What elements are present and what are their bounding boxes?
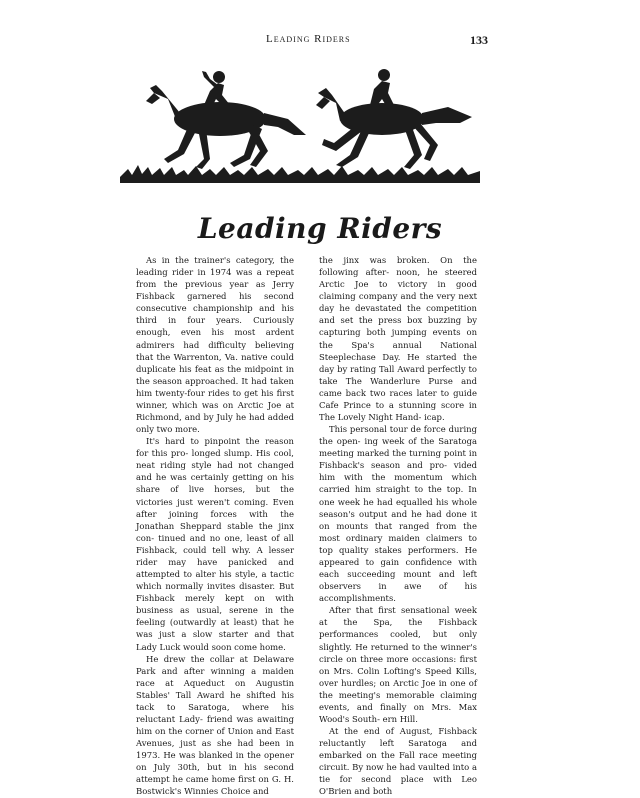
text-line: in awe of his accomplishments. bbox=[319, 581, 477, 604]
text-line: first on G. H. Bostwick's Winnies Choice and bbox=[136, 774, 294, 797]
text-line: rider in 1974 was a repeat from the previous bbox=[136, 267, 294, 290]
text-line: slightly. He returned to the winner's circle on bbox=[319, 641, 477, 664]
text-line: him straight to the top. In one week he had bbox=[319, 484, 477, 507]
text-line: tell why. A lesser rider may have panicked and bbox=[136, 544, 294, 567]
running-head: Leading Riders bbox=[266, 33, 351, 45]
text-line: after winning a maiden race at Aqueduct on bbox=[136, 665, 294, 688]
text-line: perfectly to take The Wanderlure Purse and bbox=[319, 363, 477, 386]
text-line: tinued and no one, least of all Fishback, could bbox=[136, 532, 294, 555]
text-line: devastated the competition and set the press bbox=[319, 303, 477, 326]
text-line: vided him with the momentum which carried bbox=[319, 460, 477, 495]
text-line: ordinary maiden claimers to top quality stakes bbox=[319, 532, 477, 555]
paragraph bbox=[136, 254, 294, 435]
text-line: in one of the meeting's memorable claiming bbox=[319, 677, 477, 700]
text-line: turning point in Fishback's season and pro- bbox=[319, 448, 478, 471]
text-line: and by July he had added only two more. bbox=[136, 412, 294, 435]
text-line: ern Hill. bbox=[382, 713, 418, 724]
text-line: performers. He appeared to gain confidence bbox=[319, 544, 477, 567]
paragraph bbox=[319, 254, 477, 423]
text-line: just a slow starter and that Lady Luck would bbox=[136, 629, 294, 652]
text-line: the jinx was broken. On the following after- bbox=[319, 255, 477, 278]
text-line: events, and finally on Mrs. Max Wood's South- bbox=[319, 701, 477, 724]
text-line: merely kept on with business as usual, serene bbox=[136, 593, 294, 616]
text-line: three more occasions: first on Mrs. Colin bbox=[319, 653, 478, 676]
text-line: Warrenton, Va. native could duplicate his feat bbox=[136, 351, 295, 374]
text-line: his share of live horses, but the victories just bbox=[136, 472, 295, 507]
grass-ground-icon bbox=[120, 165, 480, 183]
paragraph bbox=[319, 423, 477, 604]
text-line: soon come home. bbox=[211, 641, 286, 652]
text-line: equalled his whole season's output and he had bbox=[319, 496, 478, 519]
text-line: on the Spa's annual National Steeplechase bbox=[319, 327, 477, 362]
text-line: year as Jerry Fishback garnered his second bbox=[136, 279, 294, 302]
horse-right-icon bbox=[316, 69, 472, 169]
paragraph bbox=[319, 604, 477, 725]
text-line: years. Curiously enough, even his most ardent bbox=[136, 315, 295, 338]
text-line: box buzzing by capturing both jumping events bbox=[319, 315, 477, 338]
text-line: He drew the collar at Delaware Park and bbox=[136, 653, 294, 676]
text-line: noon, he steered Arctic Joe to victory in good bbox=[319, 267, 477, 290]
text-line: It's hard to pinpoint the reason for this pro- bbox=[136, 436, 294, 459]
text-line: admirers had difficulty believing that the bbox=[136, 339, 294, 362]
text-line: This personal tour de force during the open- bbox=[319, 424, 477, 447]
text-line: tie for second place with Leo O'Brien and both bbox=[319, 774, 477, 797]
text-line: After that first sensational week at the Spa, bbox=[319, 605, 477, 628]
text-line: had taken him twenty-four rides to get his first bbox=[136, 375, 294, 398]
text-line: meeting circuit. By now he had vaulted into a bbox=[319, 750, 477, 773]
text-line: winner, which was on Arctic Joe at Richmond, bbox=[136, 399, 294, 423]
text-line: the Jonathan Sheppard stable the jinx con- bbox=[136, 508, 295, 543]
text-line: consecutive championship and his third in four bbox=[136, 303, 294, 326]
horse-left-icon bbox=[146, 71, 306, 169]
text-line: in the feeling (outwardly at least) that he was bbox=[136, 605, 295, 640]
paragraph bbox=[136, 435, 294, 652]
column-right bbox=[319, 254, 477, 798]
text-line: Day. He started the day by rating Tall Award bbox=[319, 351, 477, 374]
text-line: in 1973. He was blanked in the opener on July bbox=[136, 738, 295, 773]
text-line: At the end of August, Fishback reluctantly bbox=[319, 726, 477, 749]
text-line: done it on mounts that ranged from the most bbox=[319, 508, 477, 543]
text-line: Lofting's Speed Kills, over hurdles; on Arctic Joe bbox=[319, 665, 477, 688]
horses-and-jockeys-illustration bbox=[118, 55, 482, 195]
text-line: with each succeeding mount and left observers bbox=[319, 556, 478, 592]
text-line: ing week of the Saratoga meeting marked the bbox=[319, 436, 478, 459]
column-left bbox=[136, 254, 294, 798]
paragraph bbox=[319, 725, 477, 797]
text-line: Union and East Avenues, just as she had been bbox=[136, 726, 294, 749]
text-line: came back two races later to guide Cafe Prince bbox=[319, 387, 477, 410]
text-line: longed slump. His cool, neat riding style had bbox=[136, 448, 294, 471]
text-line: weren't coming. Even after joining forces with bbox=[136, 496, 294, 519]
text-line: to a stunning score in The Lovely Night Hand- bbox=[319, 399, 477, 423]
text-line: claiming company and the very next day he bbox=[319, 291, 477, 314]
page-number: 133 bbox=[470, 33, 488, 47]
paragraph bbox=[136, 653, 294, 798]
article-title: Leading Riders bbox=[197, 212, 443, 245]
text-line: Augustin Stables' Tall Award he shifted his bbox=[136, 677, 294, 700]
text-line: left Saratoga and embarked on the Fall race bbox=[319, 738, 477, 761]
text-line: icap. bbox=[424, 412, 445, 423]
text-line: as the midpoint in the season approached. It bbox=[136, 363, 295, 386]
text-line: the Fishback performances cooled, but only bbox=[319, 617, 478, 640]
text-line: attempted to alter his style, a tactic which bbox=[136, 569, 294, 592]
text-line: not changed and he was certainly getting on bbox=[136, 460, 294, 483]
text-line: normally invites disaster. But Fishback bbox=[136, 581, 294, 604]
text-line: 30th, but in his second attempt he came home bbox=[136, 762, 294, 785]
text-line: tack to Saratoga, where his reluctant Lady- bbox=[136, 701, 294, 724]
text-line: friend was awaiting him on the corner of bbox=[136, 713, 294, 737]
text-line: As in the trainer's category, the leading bbox=[136, 255, 294, 278]
